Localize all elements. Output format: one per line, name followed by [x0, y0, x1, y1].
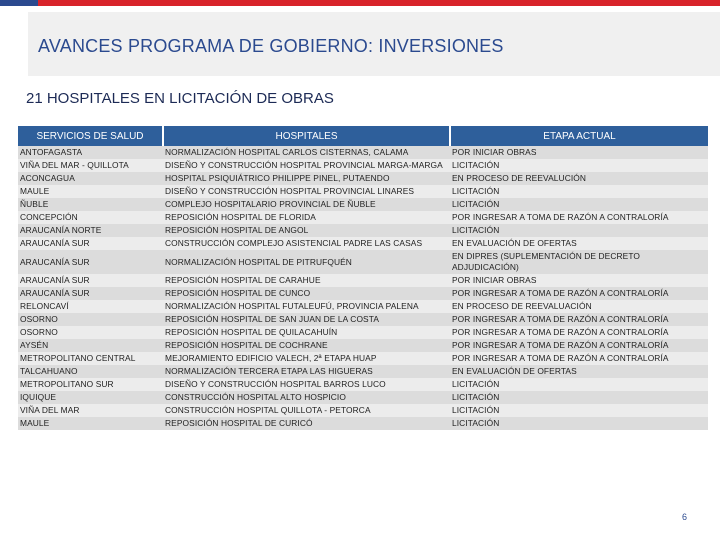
cell-servicio: ACONCAGUA — [18, 172, 163, 185]
table-row — [18, 237, 708, 250]
hospitals-table — [18, 126, 708, 430]
cell-etapa: EN EVALUACIÓN DE OFERTAS — [450, 365, 708, 378]
cell-etapa: LICITACIÓN — [450, 378, 708, 391]
table-row — [18, 250, 708, 274]
table-row — [18, 339, 708, 352]
cell-etapa: POR INGRESAR A TOMA DE RAZÓN A CONTRALORÍA — [450, 339, 708, 352]
cell-hospital: NORMALIZACIÓN HOSPITAL FUTALEUFÚ, PROVINCIA PALENA — [163, 300, 450, 313]
cell-servicio: VIÑA DEL MAR — [18, 404, 163, 417]
cell-servicio: RELONCAVÍ — [18, 300, 163, 313]
cell-hospital: CONSTRUCCIÓN HOSPITAL QUILLOTA - PETORCA — [163, 404, 450, 417]
cell-servicio: AYSÉN — [18, 339, 163, 352]
table-row — [18, 326, 708, 339]
cell-etapa: POR INGRESAR A TOMA DE RAZÓN A CONTRALORÍA — [450, 313, 708, 326]
cell-etapa: EN EVALUACIÓN DE OFERTAS — [450, 237, 708, 250]
cell-hospital: REPOSICIÓN HOSPITAL DE ANGOL — [163, 224, 450, 237]
table-row — [18, 274, 708, 287]
cell-etapa: LICITACIÓN — [450, 185, 708, 198]
flag-red-segment — [38, 0, 720, 6]
cell-servicio: ARAUCANÍA SUR — [18, 274, 163, 287]
cell-etapa: POR INICIAR OBRAS — [450, 146, 708, 159]
table-row — [18, 146, 708, 159]
cell-hospital: HOSPITAL PSIQUIÁTRICO PHILIPPE PINEL, PUTAENDO — [163, 172, 450, 185]
flag-blue-segment — [0, 0, 38, 6]
table-row — [18, 224, 708, 237]
cell-etapa: POR INGRESAR A TOMA DE RAZÓN A CONTRALORÍA — [450, 326, 708, 339]
cell-servicio: VIÑA DEL MAR - QUILLOTA — [18, 159, 163, 172]
column-header-servicios: SERVICIOS DE SALUD — [18, 126, 163, 146]
cell-servicio: ARAUCANÍA SUR — [18, 250, 163, 274]
cell-servicio: ARAUCANÍA SUR — [18, 287, 163, 300]
cell-hospital: REPOSICIÓN HOSPITAL DE QUILACAHUÍN — [163, 326, 450, 339]
table-header-row — [18, 126, 708, 146]
cell-etapa: EN PROCESO DE REEVALUCIÓN — [450, 172, 708, 185]
table-row — [18, 352, 708, 365]
cell-hospital: DISEÑO Y CONSTRUCCIÓN HOSPITAL BARROS LUCO — [163, 378, 450, 391]
cell-hospital: REPOSICIÓN HOSPITAL DE CUNCO — [163, 287, 450, 300]
table-row — [18, 378, 708, 391]
table-row — [18, 211, 708, 224]
table-body — [18, 146, 708, 430]
table-row — [18, 198, 708, 211]
cell-servicio: OSORNO — [18, 313, 163, 326]
table-row — [18, 300, 708, 313]
table-row — [18, 391, 708, 404]
cell-servicio: ANTOFAGASTA — [18, 146, 163, 159]
cell-servicio: ÑUBLE — [18, 198, 163, 211]
cell-servicio: ARAUCANÍA NORTE — [18, 224, 163, 237]
cell-servicio: IQUIQUE — [18, 391, 163, 404]
cell-hospital: NORMALIZACIÓN TERCERA ETAPA LAS HIGUERAS — [163, 365, 450, 378]
cell-etapa: LICITACIÓN — [450, 224, 708, 237]
column-header-etapa: ETAPA ACTUAL — [450, 126, 708, 146]
cell-servicio: CONCEPCIÓN — [18, 211, 163, 224]
cell-hospital: REPOSICIÓN HOSPITAL DE CARAHUE — [163, 274, 450, 287]
cell-servicio: OSORNO — [18, 326, 163, 339]
cell-servicio: METROPOLITANO CENTRAL — [18, 352, 163, 365]
cell-hospital: COMPLEJO HOSPITALARIO PROVINCIAL DE ÑUBLE — [163, 198, 450, 211]
cell-etapa: LICITACIÓN — [450, 404, 708, 417]
cell-etapa: LICITACIÓN — [450, 391, 708, 404]
cell-servicio: ARAUCANÍA SUR — [18, 237, 163, 250]
cell-servicio: MAULE — [18, 417, 163, 430]
cell-hospital: REPOSICIÓN HOSPITAL DE SAN JUAN DE LA COSTA — [163, 313, 450, 326]
cell-etapa: POR INGRESAR A TOMA DE RAZÓN A CONTRALORÍA — [450, 352, 708, 365]
table-row — [18, 185, 708, 198]
table-row — [18, 417, 708, 430]
table-row — [18, 404, 708, 417]
cell-hospital: REPOSICIÓN HOSPITAL DE CURICÓ — [163, 417, 450, 430]
flag-strip — [0, 0, 720, 6]
page-number: 6 — [682, 512, 688, 522]
cell-hospital: DISEÑO Y CONSTRUCCIÓN HOSPITAL PROVINCIAL LINARES — [163, 185, 450, 198]
cell-hospital: REPOSICIÓN HOSPITAL DE FLORIDA — [163, 211, 450, 224]
cell-hospital: NORMALIZACIÓN HOSPITAL DE PITRUFQUÉN — [163, 250, 450, 274]
table-row — [18, 159, 708, 172]
cell-etapa: LICITACIÓN — [450, 198, 708, 211]
cell-hospital: DISEÑO Y CONSTRUCCIÓN HOSPITAL PROVINCIAL MARGA-MARGA — [163, 159, 450, 172]
cell-etapa: EN PROCESO DE REEVALUACIÓN — [450, 300, 708, 313]
cell-etapa: POR INGRESAR A TOMA DE RAZÓN A CONTRALORÍA — [450, 211, 708, 224]
cell-etapa: POR INGRESAR A TOMA DE RAZÓN A CONTRALORÍA — [450, 287, 708, 300]
cell-hospital: MEJORAMIENTO EDIFICIO VALECH, 2ª ETAPA HUAP — [163, 352, 450, 365]
table-row — [18, 365, 708, 378]
cell-servicio: MAULE — [18, 185, 163, 198]
cell-servicio: TALCAHUANO — [18, 365, 163, 378]
cell-servicio: METROPOLITANO SUR — [18, 378, 163, 391]
cell-hospital: REPOSICIÓN HOSPITAL DE COCHRANE — [163, 339, 450, 352]
table-row — [18, 313, 708, 326]
page-subtitle: 21 HOSPITALES EN LICITACIÓN DE OBRAS — [26, 90, 334, 107]
cell-hospital: CONSTRUCCIÓN HOSPITAL ALTO HOSPICIO — [163, 391, 450, 404]
cell-etapa: LICITACIÓN — [450, 159, 708, 172]
table-row — [18, 172, 708, 185]
table-row — [18, 287, 708, 300]
cell-hospital: NORMALIZACIÓN HOSPITAL CARLOS CISTERNAS, CALAMA — [163, 146, 450, 159]
cell-etapa: POR INICIAR OBRAS — [450, 274, 708, 287]
cell-hospital: CONSTRUCCIÓN COMPLEJO ASISTENCIAL PADRE LAS CASAS — [163, 237, 450, 250]
cell-etapa: LICITACIÓN — [450, 417, 708, 430]
page-title: AVANCES PROGRAMA DE GOBIERNO: INVERSIONES — [38, 36, 504, 56]
cell-etapa: EN DIPRES (SUPLEMENTACIÓN DE DECRETO ADJUDICACIÓN) — [450, 250, 708, 274]
column-header-hospitales: HOSPITALES — [163, 126, 450, 146]
